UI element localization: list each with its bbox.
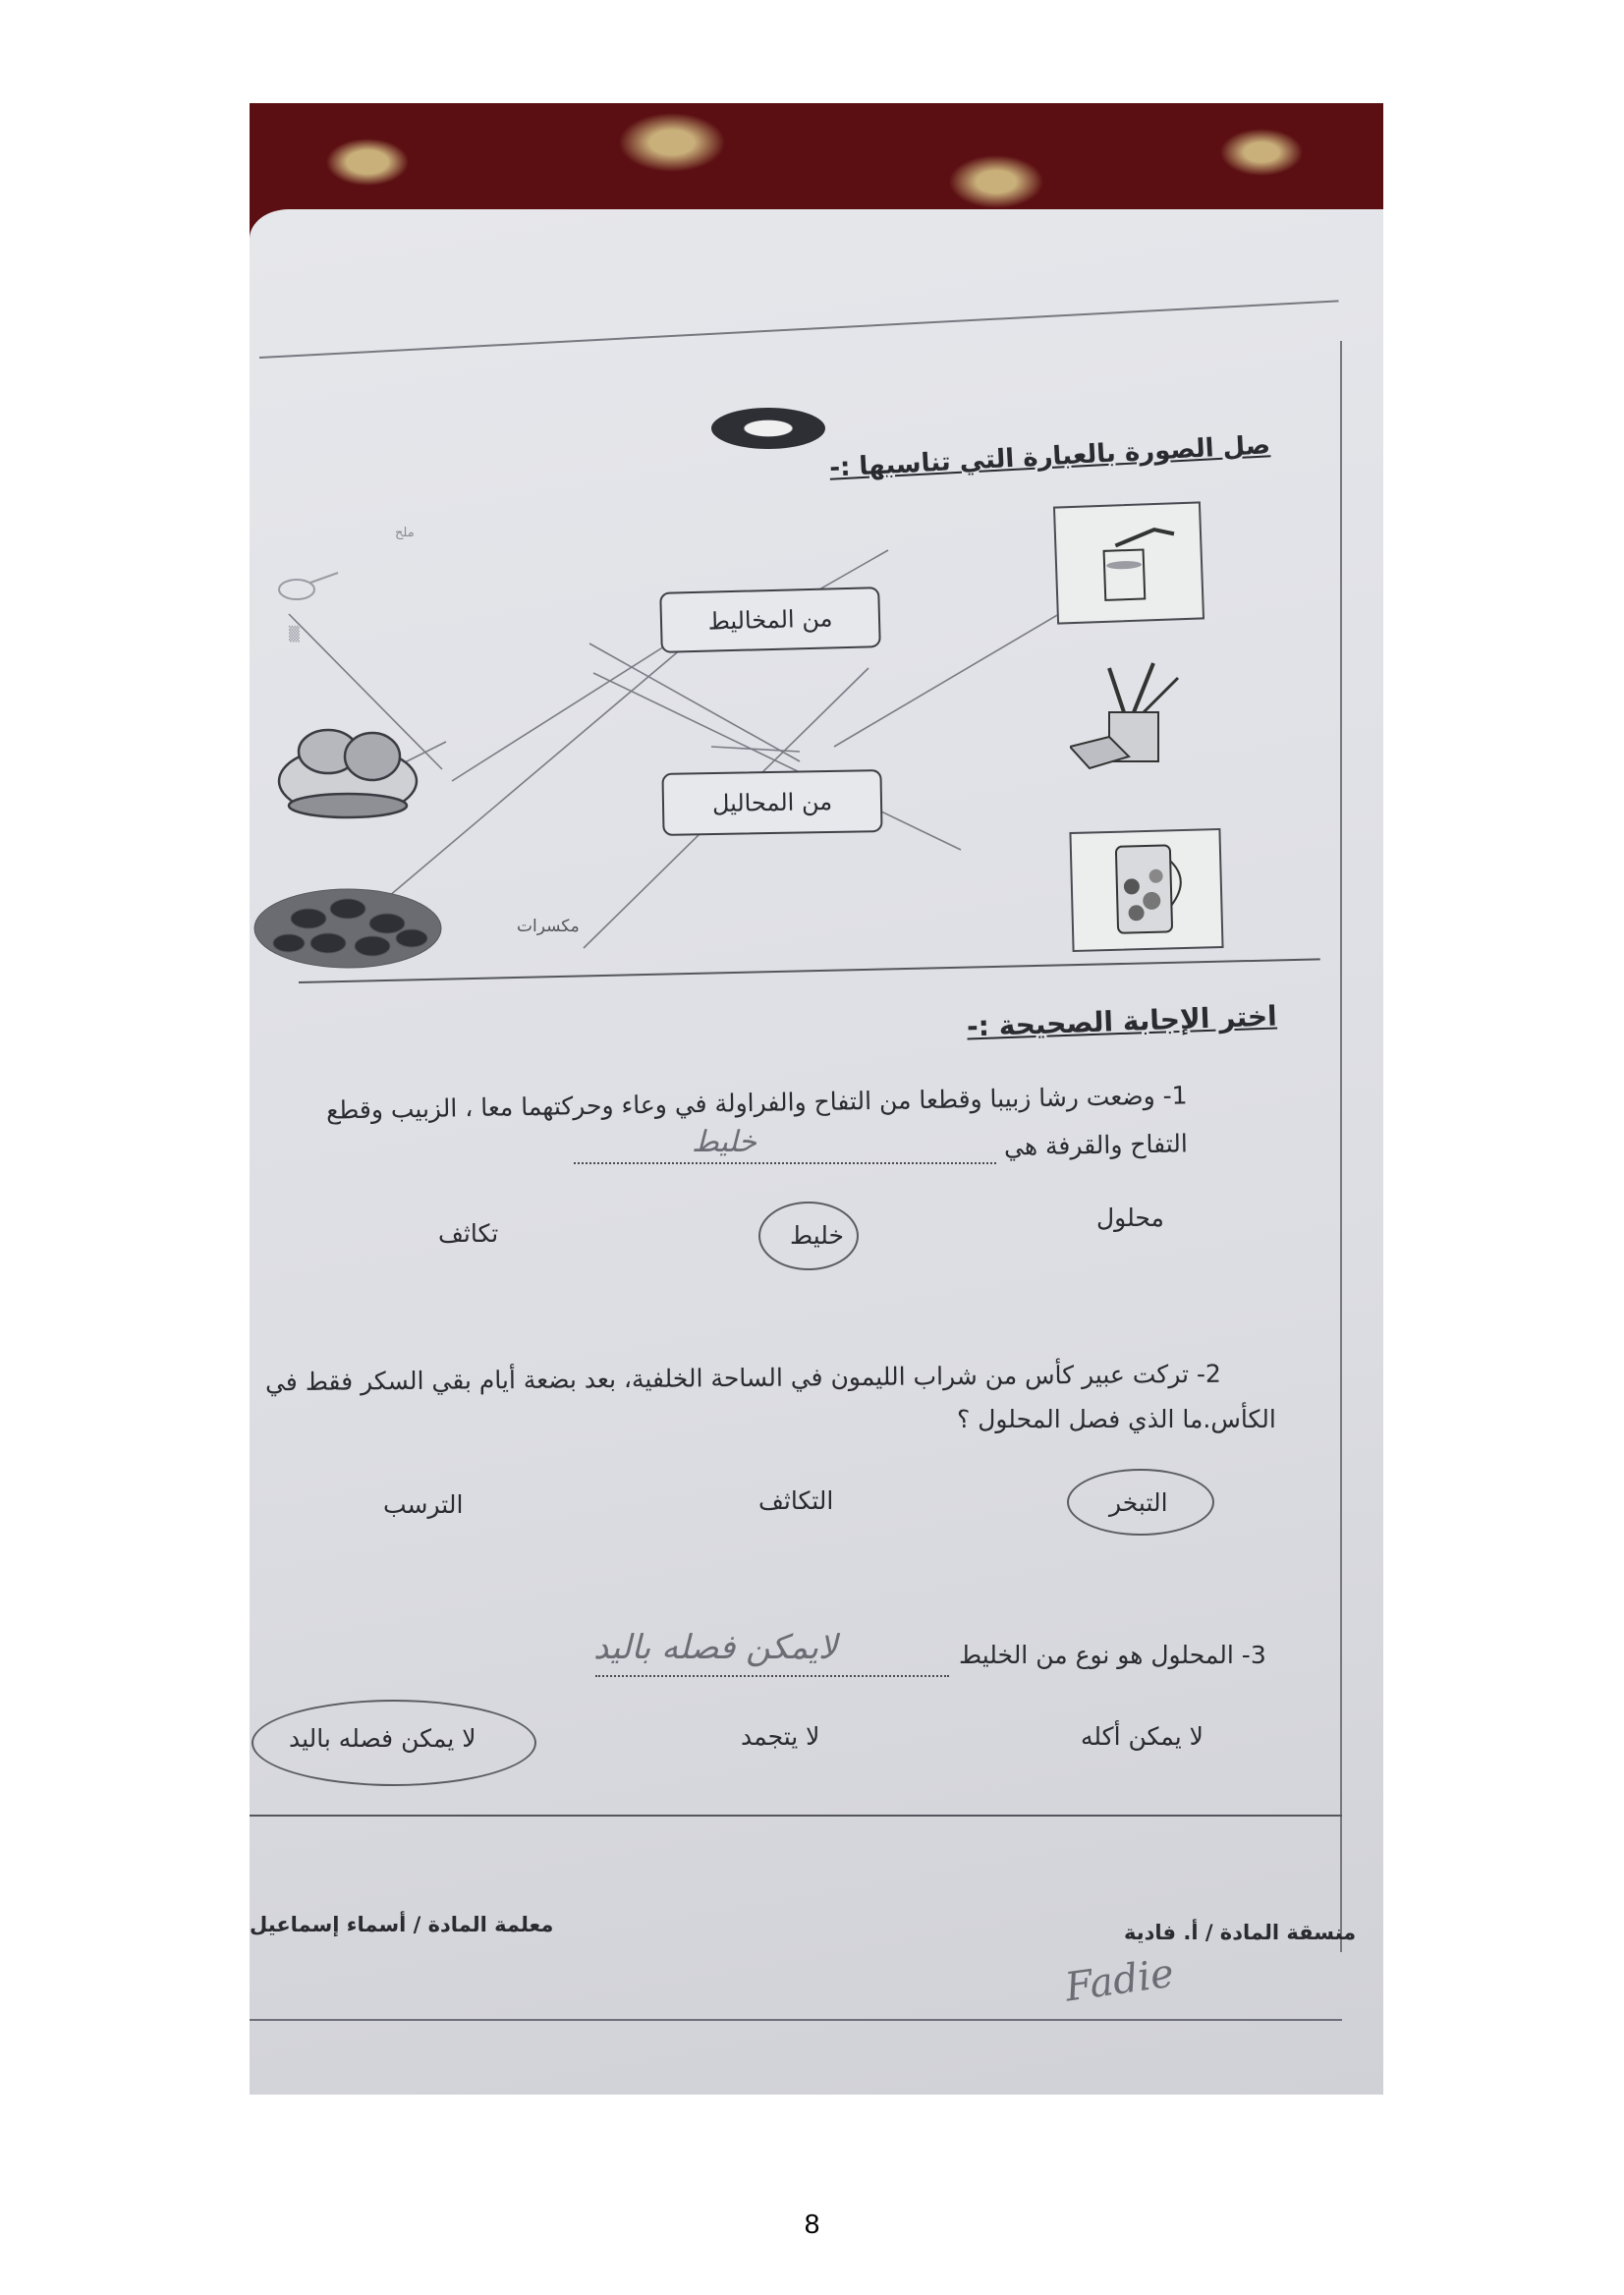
q2-line1: 2- تركت عبير كأس من شراب الليمون في الساحة الخلفية، بعد بضعة أيام بقي السكر فقط في <box>264 1359 1222 1397</box>
worksheet-photo <box>250 103 1383 2095</box>
q2-answer-circle <box>1067 1469 1214 1536</box>
footer-divider <box>250 1815 1342 1817</box>
q3-option-cannot-eat: لا يمكن أكله <box>1081 1722 1204 1751</box>
svg-text:▒: ▒ <box>289 627 300 643</box>
q1-answer-circle <box>758 1202 859 1270</box>
box-solutions: من المحاليل <box>661 769 882 836</box>
q2-line2: الكأس.ما الذي فصل المحلول ؟ <box>957 1405 1276 1433</box>
coordinator-name: منسقة المادة / أ. فادية <box>1124 1921 1357 1944</box>
line-bread-mixtures <box>452 642 672 781</box>
q2-option-condensation: التكاثف <box>758 1486 834 1515</box>
nuts-label: مكسرات <box>517 917 580 936</box>
q2-option-sedimentation: الترسب <box>383 1490 464 1519</box>
q1-handwritten-answer: خليط <box>692 1125 757 1159</box>
q3-answer-circle <box>252 1700 536 1786</box>
q2-option-evaporation: التبخر <box>1109 1488 1168 1517</box>
q1-option-solution: محلول <box>1096 1203 1164 1232</box>
teacher-name: معلمة المادة / أسماء إسماعيل <box>250 1913 554 1936</box>
page-number: 8 <box>804 2209 820 2239</box>
q1-line1: 1- وضعت رشا زبيبا وقطعا من التفاح والفراولة في وعاء وحركتهما معا ، الزبيب وقطع <box>325 1081 1188 1125</box>
match-heading: صل الصورة بالعبارة التي تناسبها :- <box>828 430 1271 483</box>
salt-label: ملح <box>395 526 415 540</box>
stirring-glass-picture <box>1053 501 1204 624</box>
pencils-books-picture <box>1070 658 1198 781</box>
q3-answer-dots <box>595 1675 949 1677</box>
fruit-juice-jar-picture <box>1069 828 1223 952</box>
q1-option-condensation: تكاثف <box>438 1219 499 1248</box>
q3-option-cannot-separate: لا يمكن فصله باليد <box>289 1724 476 1753</box>
footer-bottom-line <box>250 2019 1342 2021</box>
q3-handwritten-answer: لايمكن فصله باليد <box>593 1628 838 1667</box>
q3-line1: 3- المحلول هو نوع من الخليط <box>959 1641 1266 1669</box>
q3-option-does-not-freeze: لا يتجمد <box>741 1722 820 1751</box>
salt-drawing <box>279 573 338 643</box>
q1-answer-dots <box>574 1162 996 1164</box>
q1-line2: التفاح والقرفة هي <box>1003 1129 1189 1161</box>
mcq-heading: اختر الإجابة الصحيحة :- <box>966 999 1278 1043</box>
bread-basket-drawing <box>279 730 417 817</box>
q1-option-mixture: خليط <box>790 1221 845 1250</box>
box-mixtures: من المخاليط <box>659 587 881 653</box>
signature: Fadie <box>1062 1950 1177 2011</box>
nuts-drawing <box>254 889 441 968</box>
line-mixtures-tools <box>589 644 800 761</box>
